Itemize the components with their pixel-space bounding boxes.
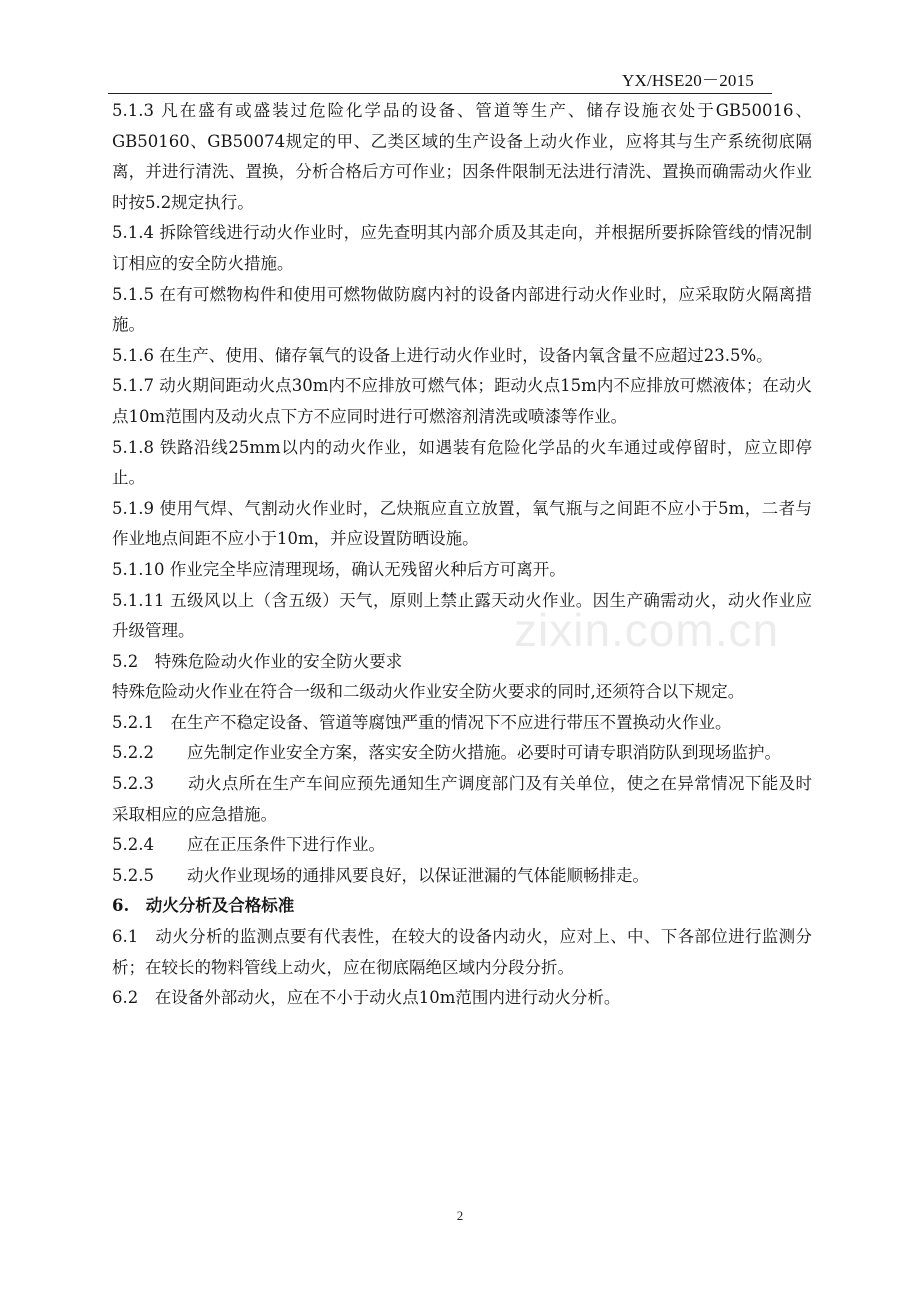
page-number: 2 xyxy=(456,1208,464,1223)
document-code: YX/HSE20－2015 xyxy=(622,71,754,90)
header-divider xyxy=(108,93,772,94)
clause-5-1-7: 5.1.7 动火期间距动火点30m内不应排放可燃气体；距动火点15m内不应排放可燃液体；在动火点10m范围内及动火点下方不应同时进行可燃溶剂清洗或喷漆等作业。 xyxy=(112,376,812,426)
clause-5-1-5: 5.1.5 在有可燃物构件和使用可燃物做防腐内衬的设备内部进行动火作业时，应采取防火隔离措施。 xyxy=(112,284,812,335)
section-5-2-intro: 特殊危险动火作业在符合一级和二级动火作业安全防火要求的同时,还须符合以下规定。 xyxy=(112,682,745,702)
clause-5-1-11: 5.1.11 五级风以上（含五级）天气，原则上禁止露天动火作业。因生产确需动火，动火作业应升级管理。 xyxy=(112,590,812,641)
clause-5-2-5: 5.2.5 动火作业现场的通排风要良好，以保证泄漏的气体能顺畅排走。 xyxy=(112,865,649,885)
clause-6-1: 6.1 动火分析的监测点要有代表性，在较大的设备内动火，应对上、中、下各部位进行监测分析；在较长的物料管线上动火，应在彻底隔绝区域内分段分折。 xyxy=(112,927,812,977)
clause-5-1-3: 5.1.3 凡在盛有或盛装过危险化学品的设备、管道等生产、储存设施衣处于GB50016、GB50160、GB50074规定的甲、乙类区域的生产设备上动火作业，应将其与生产系统彻底隔离，并进行清洗、置换，分析合格后方可作业；因条件限制无法进行清洗、置换而确需动火作业时按5.2规定执行。 xyxy=(112,101,812,212)
section-5-2-heading: 5.2 特殊危险动火作业的安全防火要求 xyxy=(112,651,403,671)
clause-5-1-9: 5.1.9 使用气焊、气割动火作业时，乙炔瓶应直立放置，氧气瓶与之间距不应小于5m，二者与作业地点间距不应小于10m，并应设置防晒设施。 xyxy=(112,498,812,549)
clause-5-2-2: 5.2.2 应先制定作业安全方案，落实安全防火措施。必要时可请专职消防队到现场监护。 xyxy=(112,743,781,763)
document-body xyxy=(112,96,812,1014)
clause-5-1-6: 5.1.6 在生产、使用、储存氧气的设备上进行动火作业时，设备内氧含量不应超过23.5%。 xyxy=(112,345,773,365)
clause-5-2-3: 5.2.3 动火点所在生产车间应预先通知生产调度部门及有关单位，使之在异常情况下能及时采取相应的应急措施。 xyxy=(112,774,812,824)
clause-6-2: 6.2 在设备外部动火，应在不小于动火点10m范围内进行动火分析。 xyxy=(112,988,621,1008)
clause-5-1-10: 5.1.10 作业完全毕应清理现场，确认无残留火种后方可离开。 xyxy=(112,559,566,579)
clause-5-1-4: 5.1.4 拆除管线进行动火作业时，应先查明其内部介质及其走向，并根据所要拆除管线的情况制订相应的安全防火措施。 xyxy=(112,223,812,273)
watermark: zixin.com.cn xyxy=(514,604,780,656)
clause-5-1-8: 5.1.8 铁路沿线25mm以内的动火作业，如遇装有危险化学品的火车通过或停留时，应立即停止。 xyxy=(112,437,812,488)
clause-5-2-4: 5.2.4 应在正压条件下进行作业。 xyxy=(112,835,385,855)
section-6-heading: 6. 动火分析及合格标准 xyxy=(112,896,295,916)
clause-5-2-1: 5.2.1 在生产不稳定设备、管道等腐蚀严重的情况下不应进行带压不置换动火作业。 xyxy=(112,712,732,732)
